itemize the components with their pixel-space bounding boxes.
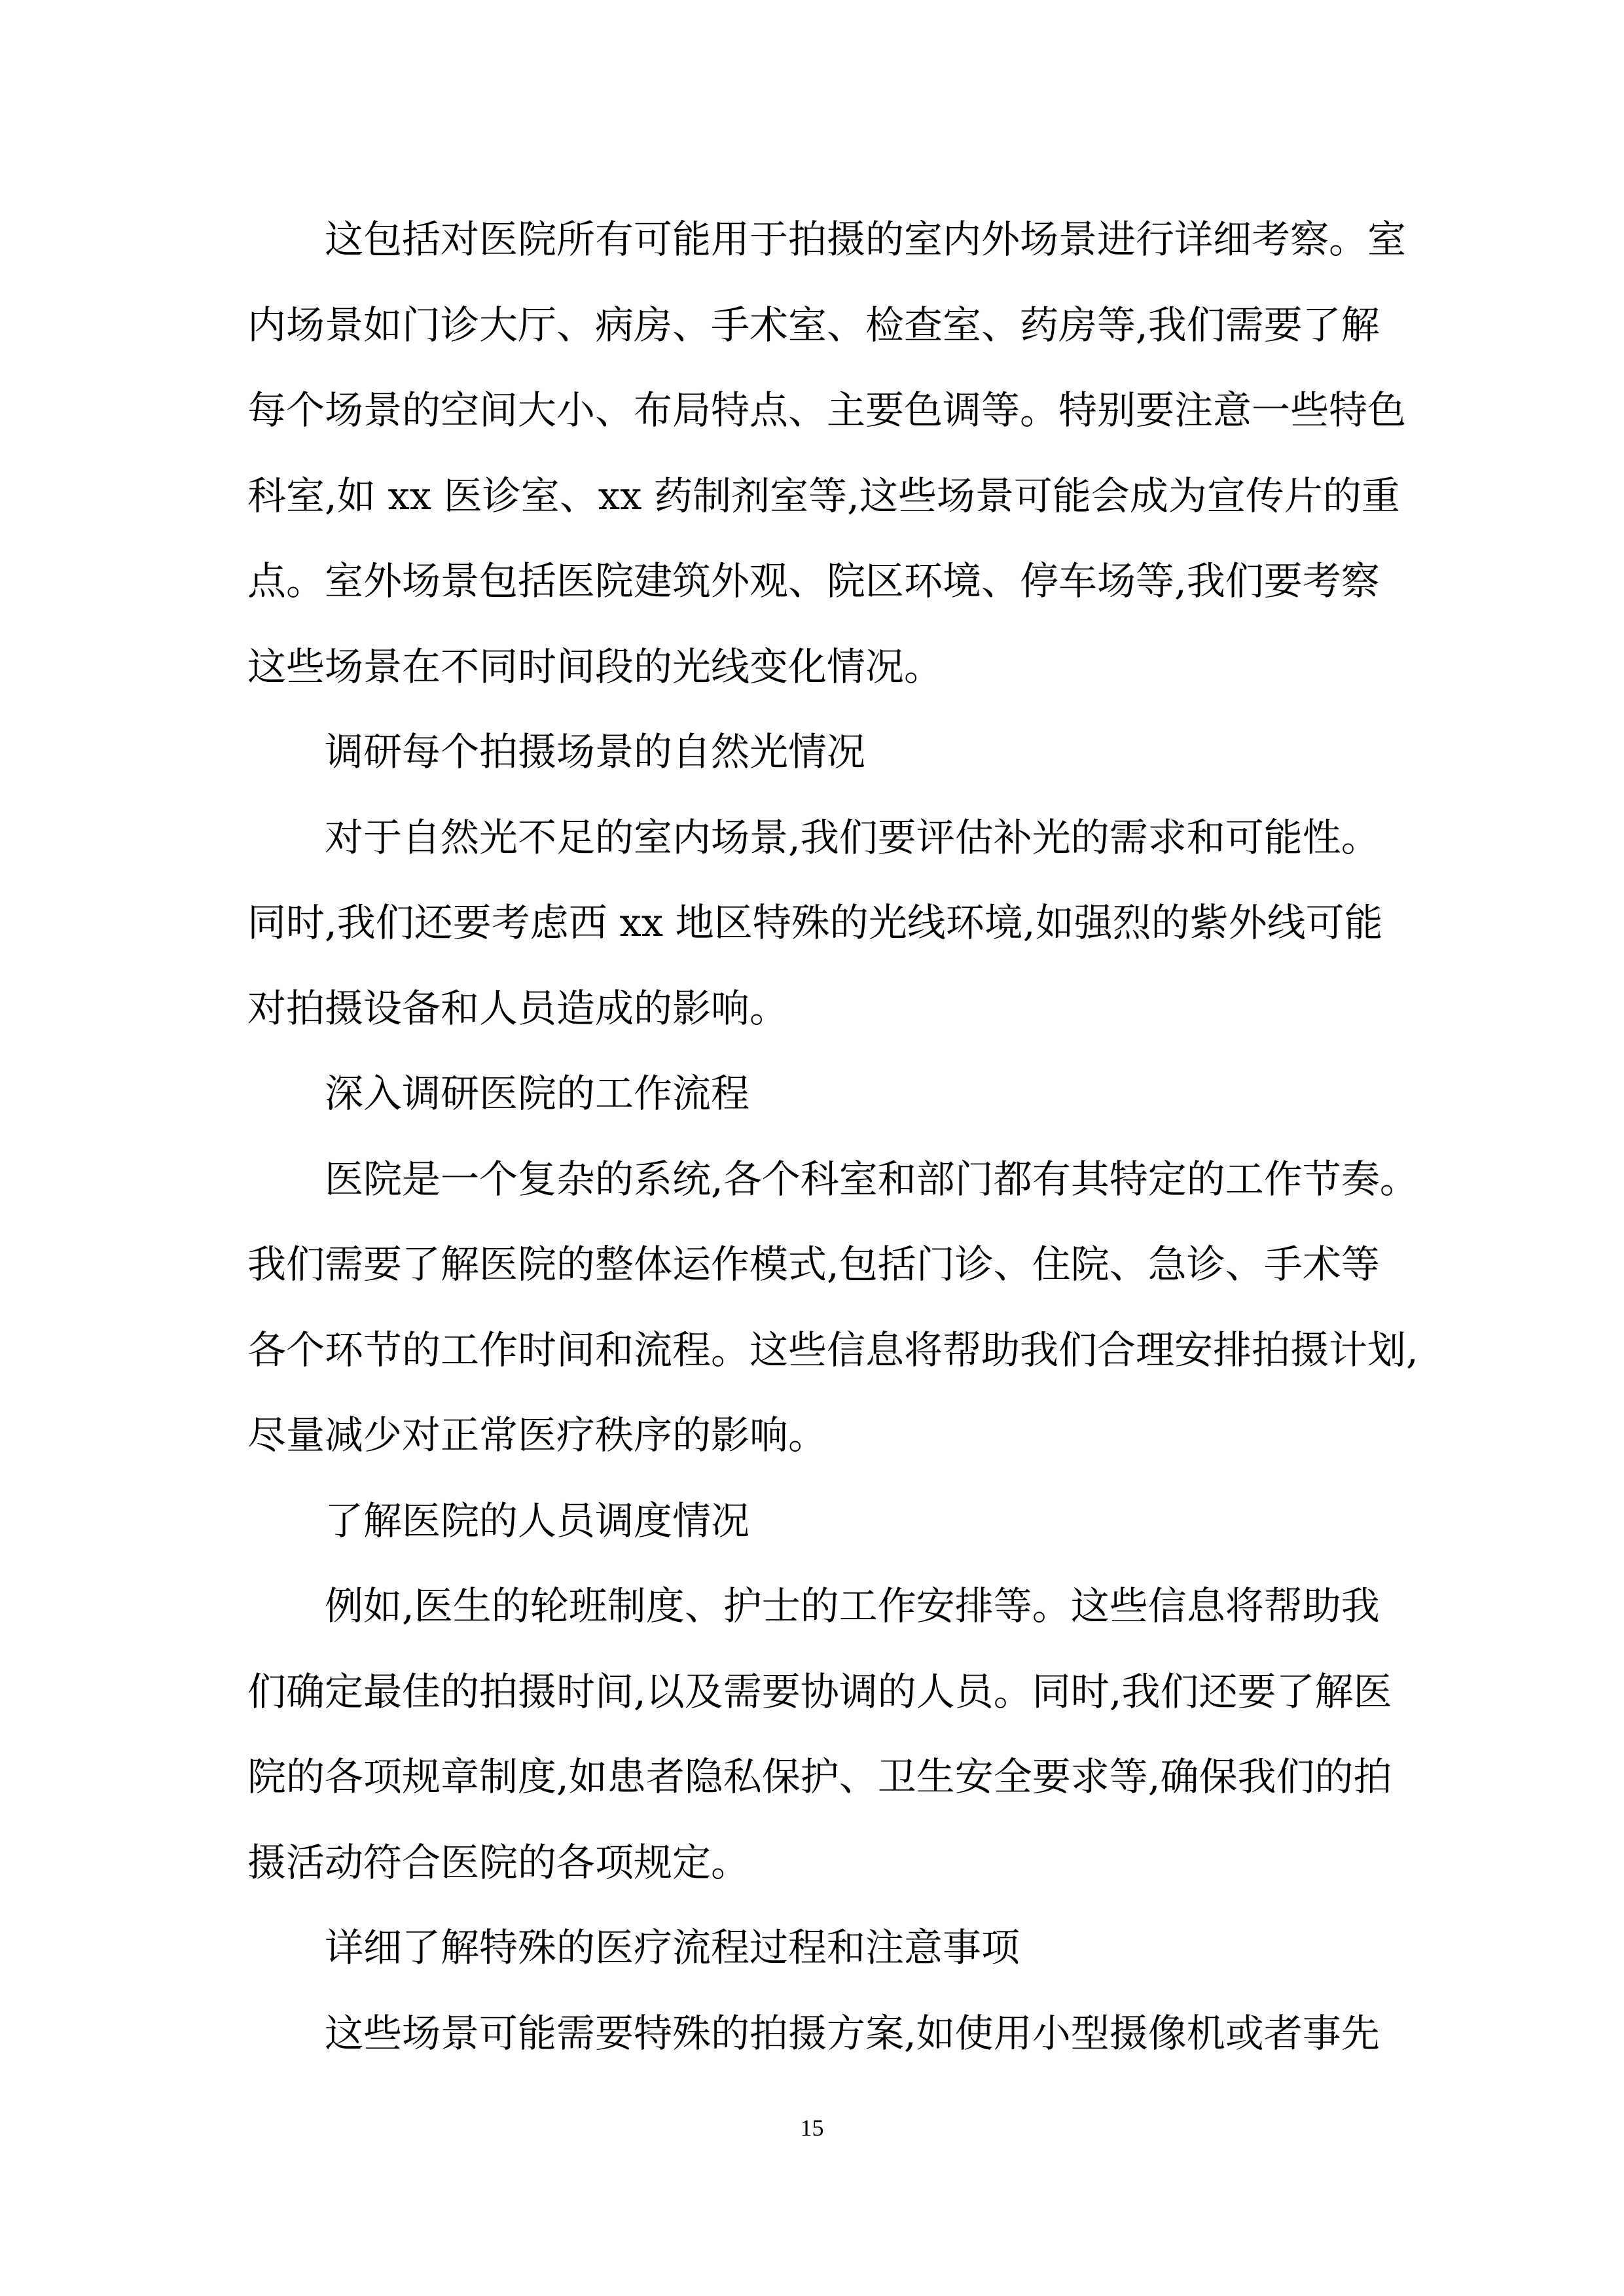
- text-line: 每个场景的空间大小、布局特点、主要色调等。特别要注意一些特色: [247, 387, 1407, 433]
- text-line: 尽量减少对正常医疗秩序的影响。: [247, 1412, 827, 1458]
- text-line: 各个环节的工作时间和流程。这些信息将帮助我们合理安排拍摄计划,: [247, 1327, 1418, 1372]
- text-line: 摄活动符合医院的各项规定。: [247, 1839, 750, 1885]
- text-line: 例如,医生的轮班制度、护士的工作安排等。这些信息将帮助我: [325, 1583, 1380, 1628]
- text-line: 深入调研医院的工作流程: [325, 1071, 750, 1116]
- text-line: 同时,我们还要考虑西 xx 地区特殊的光线环境,如强烈的紫外线可能: [247, 900, 1383, 945]
- text-line: 科室,如 xx 医诊室、xx 药制剂室等,这些场景可能会成为宣传片的重: [247, 473, 1400, 518]
- page-number: 15: [800, 2115, 824, 2141]
- text-line: 这些场景在不同时间段的光线变化情况。: [247, 643, 943, 689]
- text-line: 医院是一个复杂的系统,各个科室和部门都有其特定的工作节奏。: [325, 1156, 1418, 1202]
- text-line: 对拍摄设备和人员造成的影响。: [247, 985, 789, 1031]
- text-line: 调研每个拍摄场景的自然光情况: [325, 729, 866, 774]
- text-line: 院的各项规章制度,如患者隐私保护、卫生安全要求等,确保我们的拍: [247, 1754, 1392, 1799]
- text-line: 这些场景可能需要特殊的拍摄方案,如使用小型摄像机或者事先: [325, 2010, 1380, 2056]
- text-line: 内场景如门诊大厅、病房、手术室、检查室、药房等,我们需要了解: [247, 302, 1380, 348]
- text-line: 点。室外场景包括医院建筑外观、院区环境、停车场等,我们要考察: [247, 558, 1380, 603]
- text-line: 详细了解特殊的医疗流程过程和注意事项: [325, 1925, 1020, 1970]
- text-line: 了解医院的人员调度情况: [325, 1498, 750, 1543]
- text-line: 们确定最佳的拍摄时间,以及需要协调的人员。同时,我们还要了解医: [247, 1668, 1392, 1714]
- document-body: [247, 197, 1418, 2076]
- text-line: 这包括对医院所有可能用于拍摄的室内外场景进行详细考察。室: [325, 217, 1407, 262]
- text-line: 我们需要了解医院的整体运作模式,包括门诊、住院、急诊、手术等: [247, 1242, 1380, 1287]
- text-line: 对于自然光不足的室内场景,我们要评估补光的需求和可能性。: [325, 814, 1380, 860]
